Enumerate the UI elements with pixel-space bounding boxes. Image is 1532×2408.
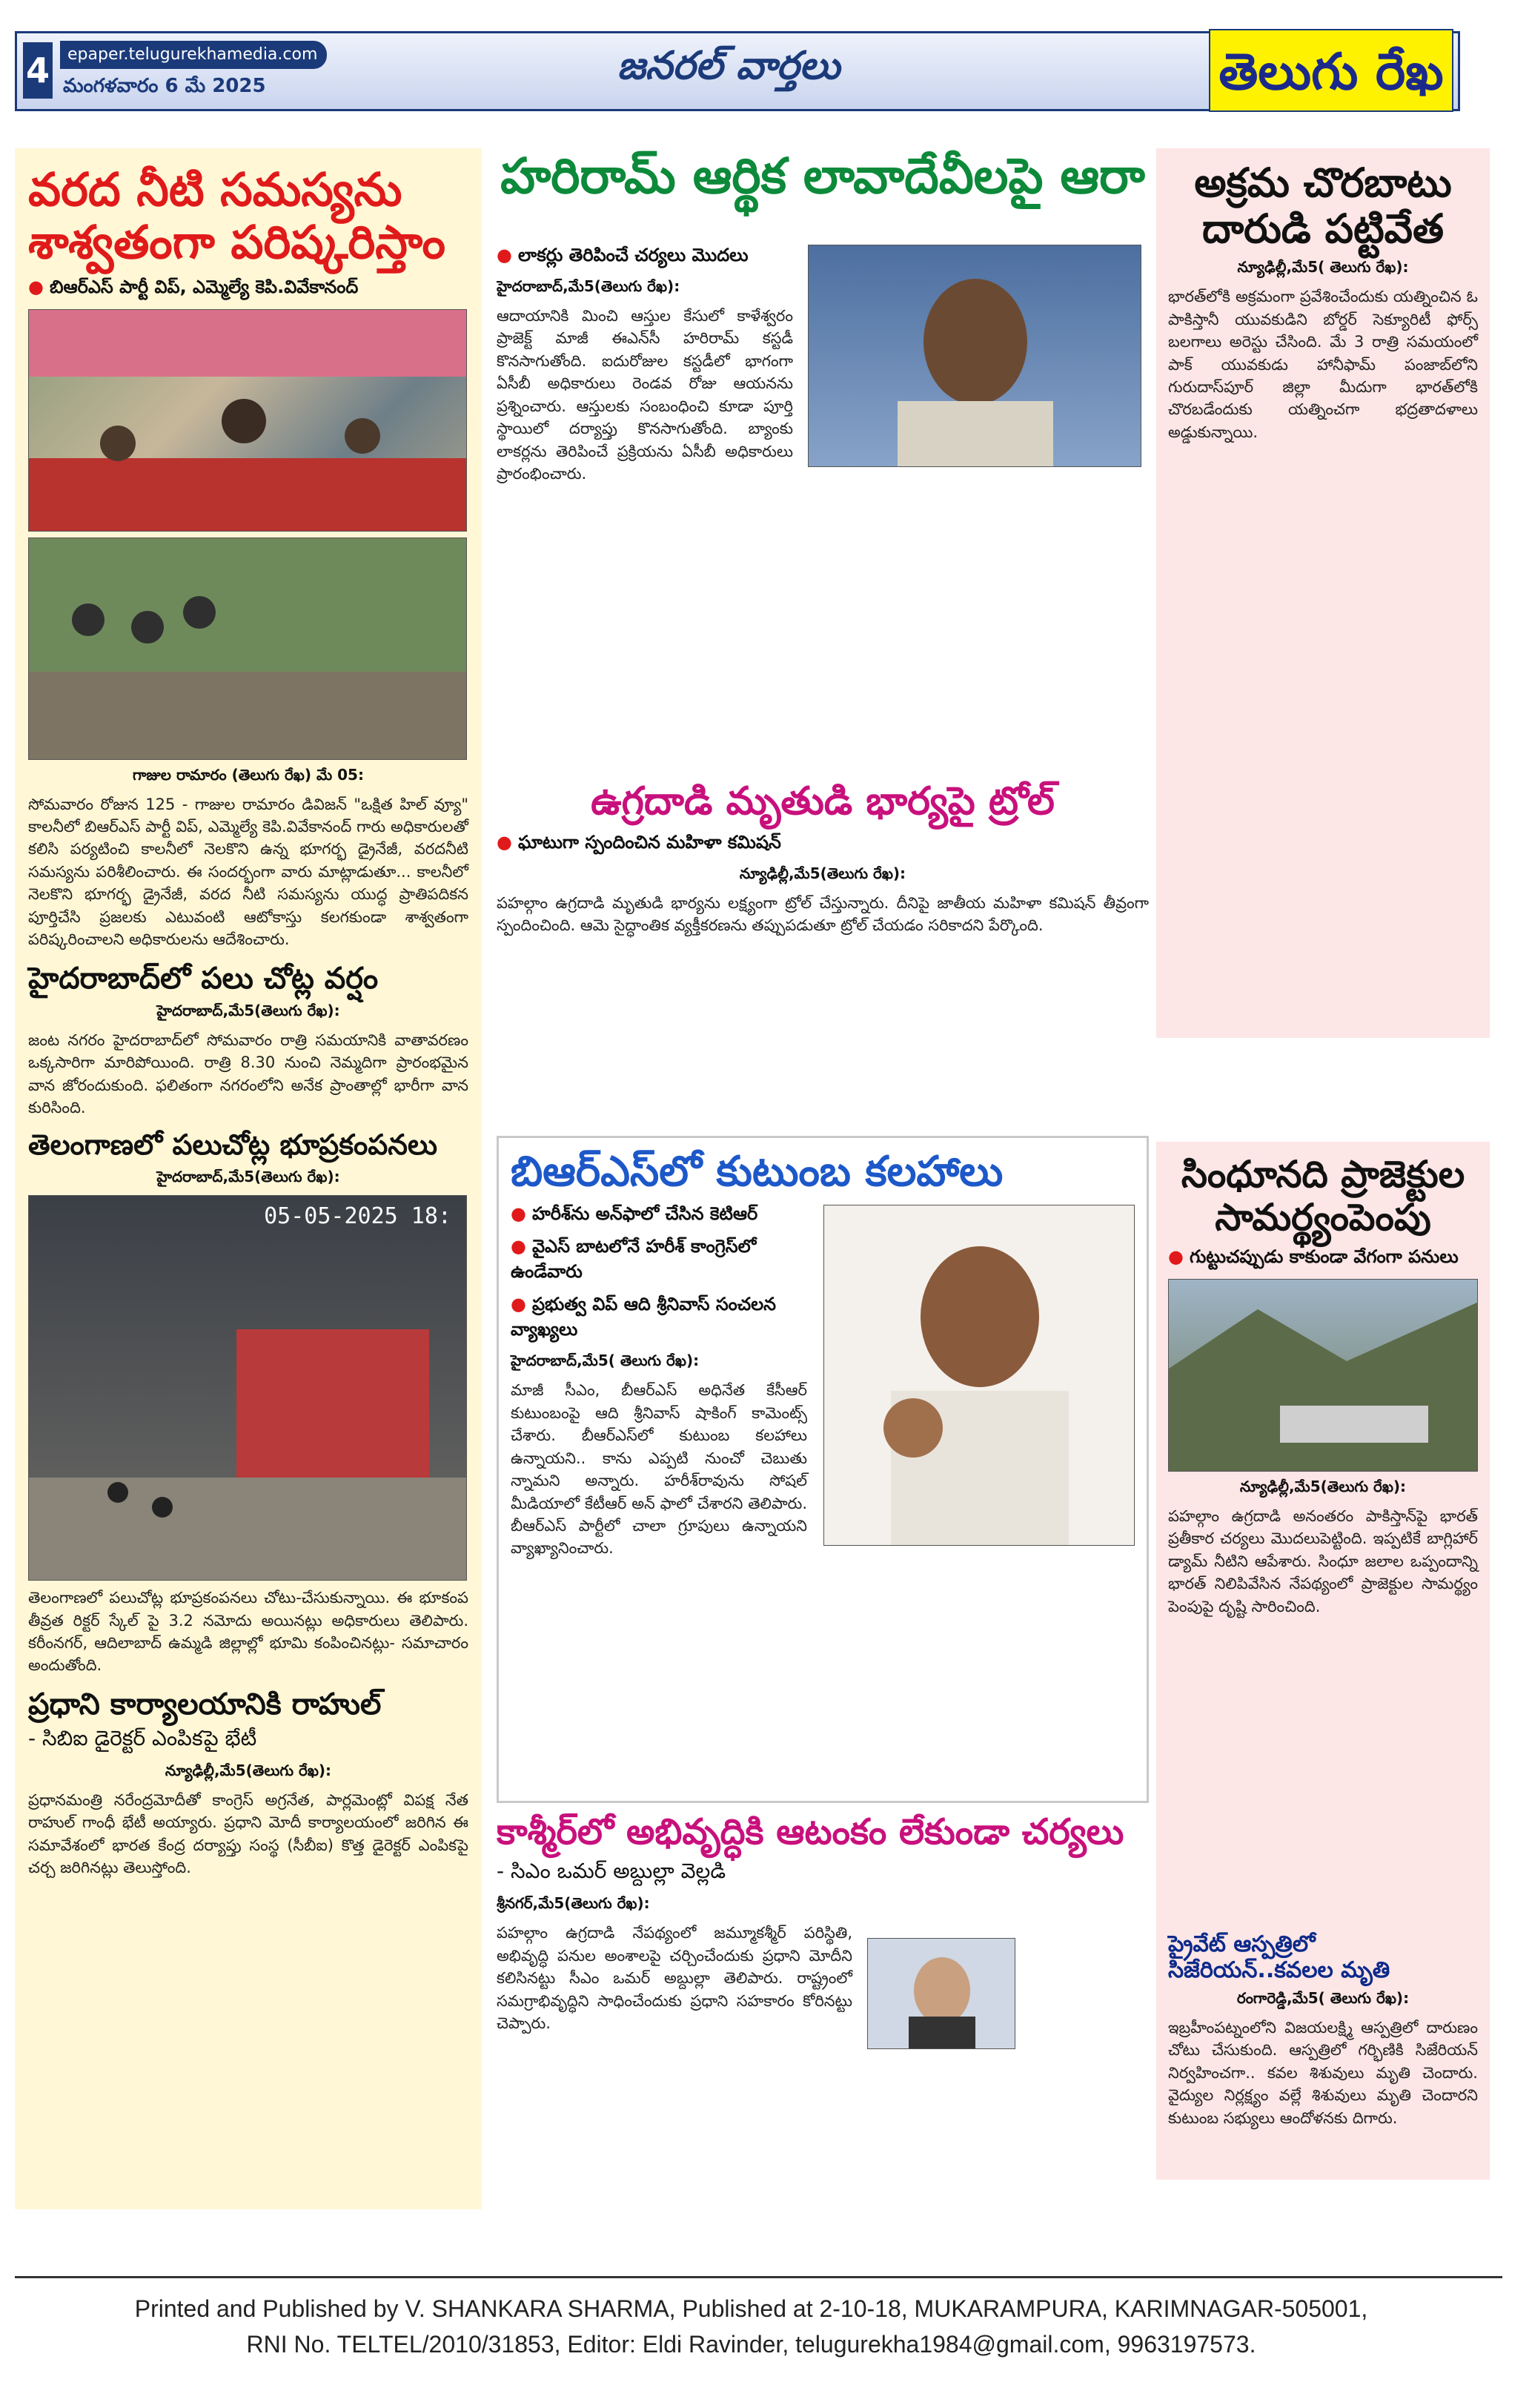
column-left [15, 148, 482, 2209]
meeting-photo-icon [29, 310, 467, 532]
body-troll: పహల్గాం ఉగ్రదాడి మృతుడి భార్యను లక్ష్యంగా ట్రోల్ చేస్తున్నారు. దీనిపై జాతీయ మహిళా కమిషన్ తీవ్రంగా స్పందించింది. ఆమె సైద్ధాంతిక వ్యక్తీకరణను తప్పుపడుతూ ట్రోల్ చేయడం సరికాదని పేర్కొంది. [497, 893, 1149, 935]
headline-rain: హైదరాబాద్‌లో పలు చోట్ల వర్షం [28, 961, 379, 996]
headline-troll: ఉగ్రదాడి మృతుడి భార్యపై ట్రోల్ [591, 779, 1055, 824]
dateline-earthquake: హైదరాబాద్,మే5(తెలుగు రేఖ): [156, 1168, 340, 1186]
body-flood: సోమవారం రోజున 125 - గాజుల రామారం డివిజన్ "ఒక్షిత హిల్ వ్యూ" కాలనీలో బిఆర్ఎస్ పార్టీ విప్, ఎమ్మెల్యే కెపి.వివేకానంద్ గారు అధికారులతో కలిసి పర్యటించి కాలనీలో నెలకొని ఉన్న భూగర్భ డ్రైనేజీ, వరదనీటి సమస్యను పరిశీలించారు. ఈ సందర్భంగా వారు మాట్లాడుతూ... కాలనీలో నెలకొని భూగర్భ డ్రైనేజీ, వరద నీటి సమస్యను యుద్ధ ప్రాతిపదికన పూర్తిచేసి ప్రజలకు ఎటువంటి ఆటోకాస్తు కలగకుండా శాశ్వతంగా పరిష్కరించాలని అధికారులను ఆదేశించారు. [28, 795, 468, 949]
masthead [15, 31, 1460, 111]
dateline-indus: న్యూఢిల్లీ,మే5(తెలుగు రేఖ): [1239, 1478, 1407, 1495]
story-intruder [1156, 148, 1490, 1038]
inspection-photo-icon [29, 538, 467, 760]
body-kashmir: పహల్గాం ఉగ్రదాడి నేపథ్యంలో జమ్మూకశ్మీర్ పరిస్థితి, అభివృద్ధి పనుల అంశాలపై చర్చించేందుకు ప్రధాని మోదీని కలిసినట్టు సీఎం ఒమర్ అబ్దుల్లా తెలిపారు. రాష్ట్రంలో సమగ్రాభివృద్ధిని సాధించేందుకు ప్రధాని సహకారం కోరినట్టు చెప్పారు. [497, 1924, 852, 2032]
headline-flood: వరద నీటి సమస్యను శాశ్వతంగా పరిష్కరిస్తాం [28, 162, 445, 270]
photo-cctv [28, 1195, 467, 1581]
imprint-line-1: Printed and Published by V. SHANKARA SHARMA, Published at 2-10-18, MUKARAMPURA, KARIMNAGAR-505001, [134, 2295, 1368, 2322]
byline-flood: ● బిఆర్ఎస్ పార్టీ విప్, ఎమ్మెల్యే కెపి.వివేకానంద్ [28, 277, 468, 302]
cctv-timestamp: 05-05-2025 18: [264, 1203, 451, 1230]
subhead-troll: ● ఘాటుగా స్పందించిన మహిళా కమిషన్ [497, 832, 1149, 857]
imprint [15, 2291, 1488, 2362]
dateline-troll: న్యూఢిల్లీ,మే5(తెలుగు రేఖ): [739, 864, 906, 882]
dam-icon [1169, 1280, 1478, 1472]
dateline-rain: హైదరాబాద్,మే5(తెలుగు రేఖ): [156, 1001, 340, 1019]
footer-divider [15, 2276, 1502, 2278]
story-hospital [1156, 1920, 1490, 2180]
body-hariram: ఆదాయానికి మించి ఆస్తుల కేసులో కాళేశ్వరం ప్రాజెక్ట్ మాజీ ఈఎన్‌సీ హరిరామ్ కస్టడీ కొనసాగుతోంది. ఐదురోజుల కస్టడీలో భాగంగా ఏసీబీ అధికారులు రెండవ రోజు ఆయనను ప్రశ్నించారు. ఆస్తులకు సంబంధించి కూడా పూర్తి స్థాయిలో దర్యాప్తు కొనసాగుతోంది. బ్యాంకు లాకర్లను తెరిపించే ప్రక్రియను ఏసీబీ అధికారులు ప్రారంభించారు. [497, 307, 793, 483]
headline-hospital: ప్రైవేట్ ఆస్పత్రిలో సిజేరియన్..కవలల మృతి [1168, 1931, 1390, 1983]
column-middle [497, 148, 1149, 2227]
photo-hariram [808, 245, 1141, 467]
photo-dam [1168, 1279, 1478, 1472]
dateline-rahul: న్యూఢిల్లీ,మే5(తెలుగు రేఖ): [165, 1761, 332, 1779]
story-brs [497, 1136, 1149, 1803]
newspaper-logo: తెలుగు రేఖ [1209, 29, 1453, 112]
photo-adi-srinivas [823, 1205, 1135, 1546]
dateline-kashmir: శ్రీనగర్,మే5(తెలుగు రేఖ): [497, 1894, 650, 1913]
headline-brs: బిఆర్ఎస్‌లో కుటుంబ కలహాలు [511, 1148, 1004, 1196]
body-earthquake: తెలంగాణలో పలుచోట్ల భూప్రకంపనలు చోటు-చేసుకున్నాయి. ఈ భూకంప తీవ్రత రిక్టర్ స్కేల్ పై 3.2 నమోదు అయినట్లు అధికారులు తెలిపారు. కరీంనగర్, ఆదిలాబాద్ ఉమ్మడి జిల్లాల్లో భూమి కంపించినట్లు- సమాచారం అందుతోంది. [28, 1589, 468, 1675]
story-indus [1156, 1142, 1490, 1920]
cm-portrait-icon [868, 1939, 1015, 2049]
dateline-intruder: న్యూఢిల్లీ,మే5( తెలుగు రేఖ): [1237, 258, 1409, 277]
body-hospital: ఇబ్రహీంపట్నంలోని విజయలక్ష్మి ఆస్పత్రిలో దారుణం చోటు చేసుకుంది. ఆస్పత్రిలో గర్భిణికి సిజేరియన్ నిర్వహించగా.. కవల శిశువులు మృతి చెందారు. వైద్యుల నిర్లక్ష్యం వల్లే శిశువులు మృతి చెందారని కుటుంబ సభ్యులు ఆందోళనకు దిగారు. [1168, 2019, 1478, 2127]
subhead-kashmir: - సిఎం ఒమర్ అబ్దుల్లా వెల్లడి [497, 1859, 726, 1884]
photo-omar [867, 1938, 1015, 2049]
headline-kashmir: కాశ్మీర్‌లో అభివృద్ధికి ఆటంకం లేకుండా చర్యలు [497, 1811, 1124, 1853]
body-intruder: భారత్‌లోకి అక్రమంగా ప్రవేశించేందుకు యత్నించిన ఓ పాకిస్తానీ యువకుడిని బోర్డర్ సెక్యూరిటీ ఫోర్స్ బలగాలు అరెస్టు చేసింది. మే 3 రాత్రి సమయంలో పాక్ యువకుడు హానీఫామ్ పంజాబ్‌లోని గురుదాస్‌పూర్ జిల్లా మీదుగా భారత్‌లోకి చొరబడేందుకు యత్నించగా భద్రతాదళాలు అడ్డుకున్నాయి. [1168, 288, 1478, 441]
headline-earthquake: తెలంగాణలో పలుచోట్ల భూప్రకంపనలు [28, 1128, 438, 1162]
speaker-icon [824, 1205, 1135, 1546]
dateline-hospital: రంగారెడ్డి,మే5( తెలుగు రేఖ): [1236, 1989, 1410, 2007]
story-kashmir [497, 1812, 1149, 2227]
issue-date: మంగళవారం 6 మే 2025 [63, 75, 266, 97]
site-url[interactable]: epaper.telugurekhamedia.com [60, 41, 327, 69]
headline-rahul: ప్రధాని కార్యాలయానికి రాహుల్ [28, 1687, 382, 1721]
brs-bullet-2: ● వైఎస్ బాటలోనే హరీశ్ కాంగ్రెస్‌లో ఉండేవారు [511, 1236, 807, 1286]
imprint-line-2: RNI No. TELTEL/2010/31853, Editor: Eldi Ravinder, telugurekha1984@gmail.com, 9963197573. [246, 2331, 1256, 2358]
dateline-brs: హైదరాబాద్,మే5( తెలుగు రేఖ): [511, 1352, 700, 1370]
subhead-hariram: ● లాకర్లు తెరిపించే చర్యలు మొదలు [497, 245, 793, 270]
photo-inspection [28, 538, 467, 760]
dateline-flood: గాజుల రామారం (తెలుగు రేఖ) మే 05: [133, 765, 364, 784]
page-number: 4 [23, 42, 53, 99]
brs-bullet-1: ● హరీశ్‌ను అన్‌ఫాలో చేసిన కెటిఆర్ [511, 1203, 807, 1228]
story-hariram [497, 148, 1149, 771]
section-title: జనరల్ వార్తలు [617, 44, 840, 88]
portrait-icon [809, 245, 1141, 467]
body-rahul: ప్రధానమంత్రి నరేంద్రమోదీతో కాంగ్రెస్ అగ్రనేత, పార్లమెంట్లో విపక్ష నేత రాహుల్ గాంధీ భేటీ అయ్యారు. ప్రధాని మోదీ కార్యాలయంలో జరిగిన ఈ సమావేశంలో భారత కేంద్ర దర్యాప్తు సంస్థ (సీబీఐ) కొత్త డైరెక్టర్ ఎంపికపై చర్చ జరిగినట్లు తెలుస్తోంది. [28, 1790, 468, 1877]
street-photo-icon [29, 1196, 467, 1581]
body-rain: జంట నగరం హైదరాబాద్‌లో సోమవారం రాత్రి సమయానికి వాతావరణం ఒక్కసారిగా మారిపోయింది. రాత్రి 8.30 నుంచి నెమ్మదిగా ప్రారంభమైన వాన జోరందుకుంది. ఫలితంగా నగరంలోని అనేక ప్రాంతాల్లో భారీగా వాన కురిసింది. [28, 1031, 468, 1117]
subhead-indus: ● గుట్టుచప్పుడు కాకుండా వేగంగా పనులు [1168, 1246, 1478, 1271]
headline-indus: సింధూనది ప్రాజెక్టుల సామర్థ్యంపెంపు [1181, 1153, 1465, 1239]
story-troll [497, 780, 1149, 1128]
subhead-rahul: - సిబిఐ డైరెక్టర్ ఎంపికపై భేటీ [28, 1725, 257, 1750]
brs-bullet-3: ● ప్రభుత్వ విప్ ఆది శ్రీనివాస్ సంచలన వ్యాఖ్యలు [511, 1294, 807, 1344]
headline-hariram: హరిరామ్ ఆర్థిక లావాదేవీలపై ఆరా [500, 148, 1145, 205]
body-indus: పహల్గాం ఉగ్రదాడి అనంతరం పాకిస్తాన్‌పై భారత్ ప్రతీకార చర్యలు మొదలుపెట్టింది. ఇప్పటికే బాగ్లిహార్ డ్యామ్ నీటిని ఆపేశారు. సింధూ జలాల ఒప్పందాన్ని భారత్ నిలిపివేసిన నేపథ్యంలో ప్రాజెక్టుల సామర్థ్యం పెంపుపై దృష్టి సారించింది. [1168, 1507, 1478, 1615]
body-brs: మాజీ సీఎం, బీఆర్‌ఎస్ అధినేత కేసీఆర్ కుటుంబంపై ఆది శ్రీనివాస్ షాకింగ్ కామెంట్స్ చేశారు. బీఆర్‌ఎస్‌లో కుటుంబ కలహాలు ఉన్నాయని.. కాను ఎప్పటి నుంచో చెబుతు న్నామని అన్నారు. హరీశ్‌రావును సోషల్ మీడియాలో కేటీఆర్ అన్ ఫాలో చేశారని తెలిపారు. బీఆర్‌ఎస్ పార్టీలో చాలా గ్రూపులు ఉన్నాయని వ్యాఖ్యానించారు. [511, 1381, 807, 1558]
column-right [1156, 148, 1490, 2180]
photo-meeting [28, 309, 467, 532]
headline-intruder: అక్రమ చొరబాటు దారుడి పట్టివేత [1194, 159, 1452, 253]
dateline-hariram: హైదరాబాద్,మే5(తెలుగు రేఖ): [497, 277, 680, 295]
